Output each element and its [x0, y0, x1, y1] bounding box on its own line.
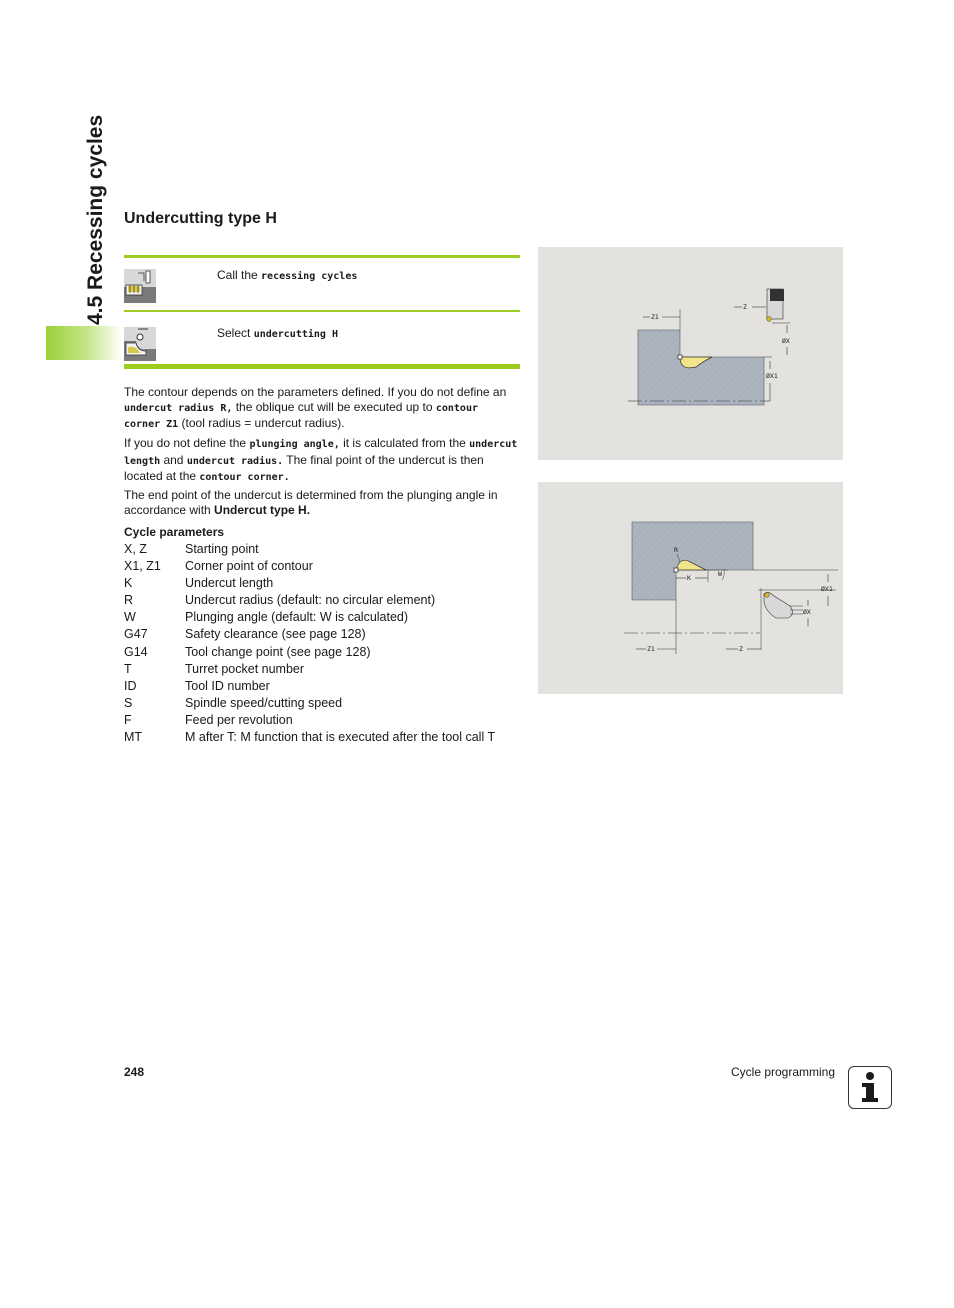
- parameter-row: [124, 712, 524, 729]
- text-run: The end point of the undercut is determined from the plunging angle in accordance with: [124, 488, 498, 517]
- parameter-key: K: [124, 576, 133, 591]
- parameter-key: F: [124, 712, 132, 727]
- parameter-description: Safety clearance (see page 128): [185, 627, 366, 642]
- undercut-h-diagram-1: [538, 247, 843, 460]
- parameter-description: Starting point: [185, 542, 259, 556]
- label-z: Z: [743, 303, 747, 311]
- tool-tip: [767, 317, 772, 322]
- parameter-description: Undercut radius (default: no circular element): [185, 593, 436, 608]
- text-run: the oblique cut will be executed up to: [232, 399, 436, 414]
- parameter-description: Corner point of contour: [185, 559, 313, 574]
- parameter-description: Turret pocket number: [185, 661, 305, 676]
- parameter-row: [124, 729, 524, 746]
- code-plunging-angle: plunging angle,: [249, 439, 340, 450]
- parameter-description: Feed per revolution: [185, 712, 293, 727]
- chapter-tab-title: 4.5 Recessing cycles: [84, 114, 107, 325]
- cycle-parameters-heading: Cycle parameters: [124, 525, 225, 539]
- paragraph-plunging-angle: [124, 436, 520, 486]
- text-run: If you do not define the: [124, 436, 250, 450]
- label-z1: Z1: [647, 645, 655, 653]
- label-w: W: [718, 570, 722, 578]
- text-run: it is calculated from the: [339, 436, 470, 450]
- bold-undercut-type-h: Undercut type H.: [214, 502, 311, 517]
- page-number: 248: [124, 1065, 145, 1079]
- code-undercut-radius: undercut radius.: [186, 455, 284, 467]
- parameter-description: Plunging angle (default: W is calculated): [185, 610, 409, 625]
- parameter-key: S: [124, 695, 133, 710]
- workpiece-shape: [638, 330, 764, 405]
- contour-corner-marker: [674, 568, 678, 572]
- parameter-description: M after T: M function that is executed after the tool call T: [185, 730, 496, 745]
- label-x: ØX: [782, 337, 790, 345]
- step-1-instruction: [217, 268, 357, 282]
- section-title: Undercutting type H: [124, 210, 277, 227]
- parameter-key: W: [124, 610, 136, 625]
- step-1-text: Call the: [217, 268, 262, 282]
- label-z: Z: [739, 645, 743, 653]
- label-x1: ØX1: [821, 585, 833, 593]
- undercut-h-diagram-2: [538, 482, 843, 694]
- text-run: The final point of the undercut is then located at the: [124, 452, 484, 483]
- parameter-description: Spindle speed/cutting speed: [185, 695, 343, 710]
- paragraph-contour-dependency: [124, 385, 520, 433]
- footer-chapter: Cycle programming: [731, 1065, 836, 1079]
- parameter-description: Undercut length: [185, 576, 274, 591]
- parameter-row: [124, 575, 524, 592]
- parameter-key: G14: [124, 644, 148, 659]
- parameter-key: R: [124, 593, 134, 608]
- undercutting-h-softkey-label: undercutting H: [253, 329, 338, 340]
- recessing-cycles-softkey-label: recessing cycles: [261, 271, 358, 282]
- parameter-key: ID: [124, 678, 137, 693]
- parameter-row: [124, 661, 524, 678]
- parameter-key: T: [124, 661, 132, 676]
- tool-tip: [765, 593, 770, 598]
- table-top-rule: [124, 255, 520, 258]
- code-undercut-length: undercut length: [124, 439, 518, 467]
- code-contour-corner-z1: contour corner Z1: [124, 402, 478, 430]
- parameter-row: [124, 592, 524, 609]
- parameter-key: MT: [124, 730, 143, 745]
- parameter-row: [124, 644, 524, 661]
- paragraph-end-point: [124, 488, 520, 517]
- workpiece-shape: [632, 522, 753, 600]
- undercutting-h-icon: [124, 327, 156, 361]
- cycle-parameters-list: [124, 541, 524, 746]
- code-contour-corner: contour corner.: [199, 472, 290, 483]
- text-run: (tool radius = undercut radius).: [178, 416, 345, 430]
- label-r: R: [674, 546, 678, 554]
- text-run: and: [160, 452, 187, 467]
- info-icon: [848, 1066, 892, 1109]
- parameter-row: [124, 695, 524, 712]
- parameter-row: [124, 609, 524, 626]
- label-z1: Z1: [651, 313, 659, 321]
- contour-corner-marker: [678, 355, 682, 359]
- parameter-description: Tool ID number: [185, 678, 270, 693]
- parameter-row: [124, 558, 524, 575]
- label-k: K: [687, 574, 691, 582]
- parameter-description: Tool change point (see page 128): [185, 644, 371, 659]
- parameter-row: [124, 678, 524, 695]
- chapter-tab-highlight: [46, 326, 122, 360]
- parameter-row: [124, 541, 524, 558]
- parameter-key: X1, Z1: [124, 559, 161, 574]
- parameter-key: X, Z: [124, 542, 147, 556]
- label-x: ØX: [803, 608, 811, 616]
- parameter-key: G47: [124, 627, 148, 642]
- recessing-cycles-icon: [124, 269, 156, 303]
- text-run: The contour depends on the parameters defined. If you do not define an: [124, 385, 507, 399]
- table-row-rule: [124, 310, 520, 312]
- step-2-text: Select: [217, 326, 254, 340]
- table-bottom-rule: [124, 364, 520, 369]
- parameter-row: [124, 626, 524, 643]
- step-2-instruction: [217, 326, 338, 340]
- code-undercut-radius: undercut radius R,: [124, 402, 233, 414]
- label-x1: ØX1: [766, 372, 778, 380]
